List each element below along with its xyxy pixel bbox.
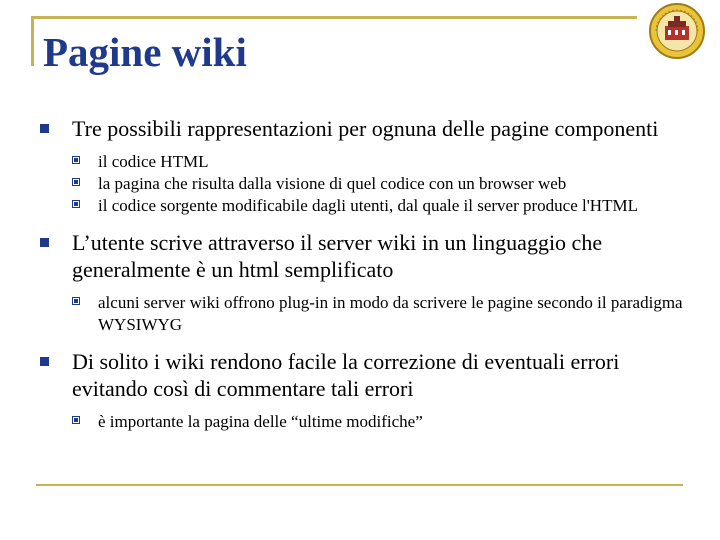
square-bullet-icon <box>40 124 49 133</box>
sub-bullet-text: il codice sorgente modificabile dagli utenti, dal quale il server produce l'HTML <box>98 196 638 215</box>
sub-bullet-item <box>40 411 700 433</box>
square-bullet-icon <box>40 238 49 247</box>
sub-bullet-text: la pagina che risulta dalla visione di quel codice con un browser web <box>98 174 567 193</box>
bullet-text: L’utente scrive attraverso il server wiki in un linguaggio che generalmente è un html semplificato <box>72 230 603 282</box>
footer-rule <box>36 484 683 486</box>
bullet-item <box>40 229 700 283</box>
bullet-item <box>40 348 700 402</box>
sub-bullet-item <box>40 173 700 195</box>
university-seal-icon <box>648 2 706 60</box>
hollow-square-bullet-icon <box>72 156 80 164</box>
sub-bullet-text: alcuni server wiki offrono plug-in in modo da scrivere le pagine secondo il paradigma WYSIWYG <box>98 293 683 334</box>
bullet-text: Tre possibili rappresentazioni per ognuna delle pagine componenti <box>72 116 659 141</box>
sub-bullet-item <box>40 195 700 217</box>
slide-body <box>40 115 700 433</box>
frame-top-rule <box>31 16 637 19</box>
hollow-square-bullet-icon <box>72 200 80 208</box>
hollow-square-bullet-icon <box>72 297 80 305</box>
hollow-square-bullet-icon <box>72 178 80 186</box>
sub-bullet-text: è importante la pagina delle “ultime modifiche” <box>98 412 423 431</box>
frame-left-rule <box>31 16 34 66</box>
slide-title: Pagine wiki <box>43 29 247 75</box>
hollow-square-bullet-icon <box>72 416 80 424</box>
bullet-item <box>40 115 700 142</box>
sub-bullet-item <box>40 292 700 336</box>
square-bullet-icon <box>40 357 49 366</box>
bullet-text: Di solito i wiki rendono facile la correzione di eventuali errori evitando così di commentare tali errori <box>72 349 620 401</box>
sub-bullet-item <box>40 151 700 173</box>
sub-bullet-text: il codice HTML <box>98 152 209 171</box>
